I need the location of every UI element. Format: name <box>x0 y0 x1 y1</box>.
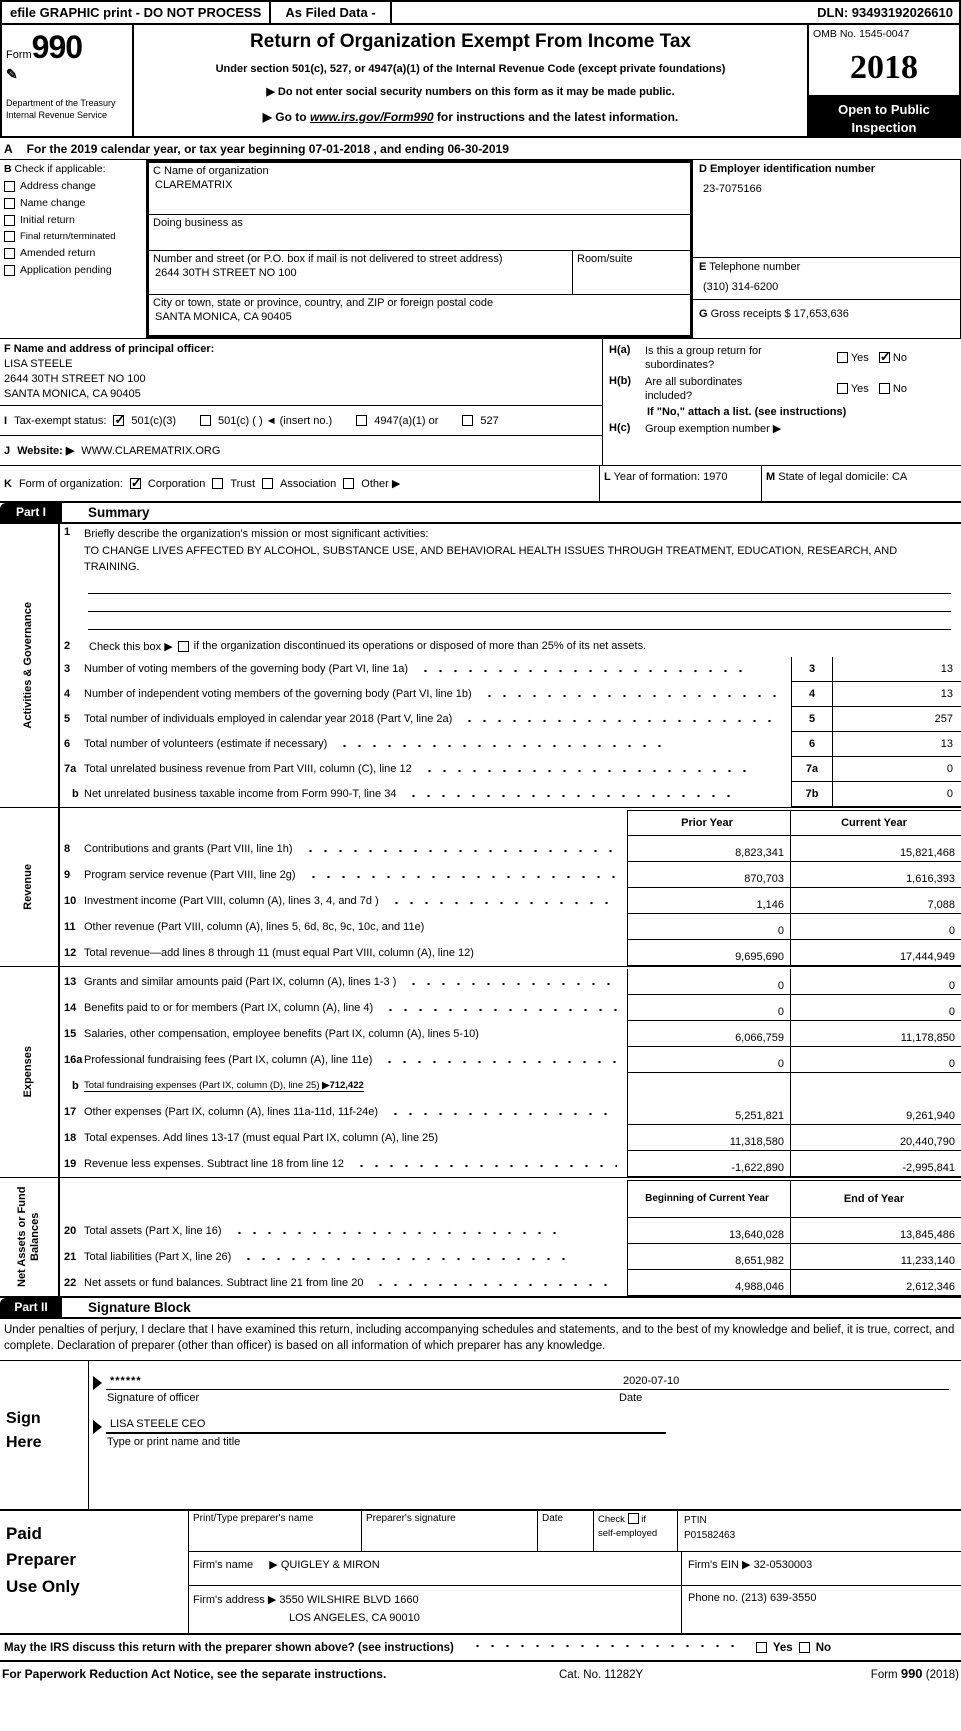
city-value: SANTA MONICA, CA 90405 <box>155 311 292 324</box>
part2-tab: Part II <box>0 1298 62 1317</box>
ein-value: 23-7075166 <box>703 183 762 196</box>
line-18-current: 20,440,790 <box>790 1125 961 1151</box>
hb-no-checkbox[interactable] <box>879 383 890 394</box>
activities-governance-section: Activities & Governance 1 Briefly describe the organization's mission or most significant activities: TO CHANGE LIVES AFFECTED BY ALCOHOL, SUBSTANCE USE, AND BEHAVIORAL HEALTH ISSUES THROUGH TREATMENT, EDUCATION, RESEARCH, AND TRAINING. 2 Check this box ▶ if the organization discontinued its operations or disposed of more than 25% of its net assets. 3 Number of voting members of the governing body (Part VI, line 1a) 3 13 4 Number of independent voting members of the governing body (Part VI, line 1b) 4 13 5 Total number of individuals employed in calendar year 2018 (Part V, line 2a) 5 257 6 Total number of volunteers (estimate if necessary) 6 13 7a Total unrelated business revenue from Part VIII, column (C), line 12 7a 0 b Net unrelated business taxable income from Form 990-T, line 34 7b 0 <box>0 524 961 807</box>
sign-here-block <box>0 1361 961 1511</box>
net-assets-section <box>0 1177 961 1296</box>
other-checkbox[interactable] <box>343 478 354 489</box>
4947a1-checkbox[interactable] <box>356 415 367 426</box>
page-footer <box>0 1662 961 1689</box>
part1-header <box>0 503 961 524</box>
officer-signature-field[interactable]: ****** <box>106 1375 619 1390</box>
self-employed-checkbox[interactable] <box>628 1513 639 1524</box>
address-change-checkbox[interactable] <box>4 181 15 192</box>
line-20-begin: 13,640,028 <box>627 1218 790 1244</box>
line-5-value: 257 <box>833 707 961 732</box>
dot-leader <box>383 1004 617 1015</box>
line-16b-row: b Total fundraising expenses (Part IX, column (D), line 25) ▶712,422 <box>64 1073 961 1099</box>
street-label: Number and street (or P.O. box if mail is not delivered to street address) <box>153 253 503 266</box>
line-18-prior: 11,318,580 <box>627 1125 790 1151</box>
line-7a-value: 0 <box>833 757 961 782</box>
final-return-checkbox[interactable] <box>4 231 15 242</box>
tax-exempt-status-row: I Tax-exempt status: ✓ 501(c)(3) 501(c) ( ) ◄ (insert no.) 4947(a)(1) or 527 <box>0 405 602 435</box>
line-21-end: 11,233,140 <box>790 1244 961 1270</box>
website-label: Website: ▶ <box>17 445 75 458</box>
checkbox-name-change: Name change <box>4 197 144 209</box>
line-11-current: 0 <box>790 914 961 940</box>
page-title: Return of Organization Exempt From Income Tax <box>250 31 691 52</box>
ha-yes-checkbox[interactable] <box>837 352 848 363</box>
signature-arrow-icon <box>93 1376 102 1390</box>
mission-blank-line <box>88 614 951 630</box>
line-7b-row: b Net unrelated business taxable income from Form 990-T, line 34 7b 0 <box>64 782 961 807</box>
revenue-section <box>0 807 961 966</box>
dln-label: DLN: 93493192026610 <box>817 5 953 20</box>
line-20-end: 13,845,486 <box>790 1218 961 1244</box>
efile-label: efile GRAPHIC print - DO NOT PROCESS <box>2 2 271 23</box>
dot-leader <box>482 690 781 701</box>
gross-receipts-label: Gross receipts $ <box>710 308 791 321</box>
dot-leader <box>354 1160 617 1171</box>
line-18-row: 18 Total expenses. Add lines 13-17 (must equal Part IX, column (A), line 25) 11,318,580 20,440,790 <box>64 1125 961 1151</box>
officer-name-title-field[interactable]: LISA STEELE CEO <box>106 1418 666 1434</box>
part2-header <box>0 1296 961 1319</box>
line-15-prior: 6,066,759 <box>627 1021 790 1047</box>
expenses-side-label: Expenses <box>22 1045 35 1098</box>
line-14-prior: 0 <box>627 995 790 1021</box>
dot-leader <box>337 740 667 751</box>
form-title-block <box>134 25 807 136</box>
checkbox-application-pending: Application pending <box>4 264 144 276</box>
dept-irs: Internal Revenue Service <box>6 110 108 121</box>
dot-leader <box>306 871 617 882</box>
name-arrow-icon <box>93 1420 102 1434</box>
firm-name-arrow: ▶ <box>269 1558 278 1571</box>
firm-name-value: QUIGLEY & MIRON <box>280 1558 380 1571</box>
dot-leader <box>388 1108 617 1119</box>
goto-instructions-text: ▶ Go to www.irs.gov/Form990 for instructions and the latest information. <box>262 110 679 124</box>
line-7b-value: 0 <box>833 782 961 807</box>
preparer-phone-value: (213) 639-3550 <box>741 1591 817 1604</box>
phone-cell: Phone no. (213) 639-3550 <box>681 1586 961 1633</box>
paid-preparer-block <box>0 1511 961 1635</box>
end-year-header: End of Year <box>790 1180 961 1218</box>
line-6-value: 13 <box>833 732 961 757</box>
line-14-current: 0 <box>790 995 961 1021</box>
org-form-row <box>0 465 961 503</box>
officer-street: 2644 30TH STREET NO 100 <box>4 372 146 385</box>
mission-value: TO CHANGE LIVES AFFECTED BY ALCOHOL, SUBSTANCE USE, AND BEHAVIORAL HEALTH ISSUES THROUGH TREATMENT, EDUCATION, RESEARCH, AND TRAINING. <box>84 544 898 574</box>
org-info-grid <box>0 159 961 338</box>
year-of-formation: L Year of formation: 1970 <box>599 466 761 501</box>
preparer-name-cell[interactable]: Print/Type preparer's name <box>193 1512 314 1524</box>
perjury-statement: Under penalties of perjury, I declare that I have examined this return, including accompanying schedules and statements, and to the best of my knowledge and belief, it is true, correct, and complete. Declaration of preparer (other than officer) is based on all information of which preparer has any knowledge. <box>0 1319 961 1361</box>
paperwork-notice: For Paperwork Reduction Act Notice, see the separate instructions. <box>2 1667 387 1682</box>
line-20-row: 20 Total assets (Part X, line 16) 13,640,028 13,845,486 <box>64 1218 961 1244</box>
line-11-prior: 0 <box>627 914 790 940</box>
line-21-row: 21 Total liabilities (Part X, line 26) 8,651,982 11,233,140 <box>64 1244 961 1270</box>
hb-note: If "No," attach a list. (see instructions) <box>647 406 847 419</box>
firm-name-cell: Firm's name ▶ QUIGLEY & MIRON <box>193 1558 380 1571</box>
501c-checkbox[interactable] <box>200 415 211 426</box>
section-h-group-return: H(a) Is this a group return for subordinates? Yes ✓ No H(b) Are all subordinates included? Yes No If "No," attach a list. (see instructions) H(c) Group exemption number ▶ <box>603 339 961 465</box>
form-number-block <box>2 25 134 136</box>
section-d-e-g: D Employer identification number 23-7075166 E Telephone number (310) 314-6200 G Gross receipts $ 17,653,636 <box>693 160 961 338</box>
section-c-org-name <box>146 160 693 338</box>
line-13-row: 13 Grants and similar amounts paid (Part IX, column (A), lines 1-3 ) 0 0 <box>64 969 961 995</box>
preparer-date-cell[interactable]: Date <box>537 1511 593 1551</box>
association-checkbox[interactable] <box>262 478 273 489</box>
gross-receipts-value: 17,653,636 <box>793 308 849 321</box>
room-suite-label: Room/suite <box>577 253 633 266</box>
date-caption: Date <box>619 1391 643 1404</box>
beginning-year-header: Beginning of Current Year <box>627 1180 790 1218</box>
firm-city-value: LOS ANGELES, CA 90010 <box>289 1611 420 1624</box>
form-header <box>0 25 961 138</box>
preparer-signature-cell[interactable]: Preparer's signature <box>361 1511 537 1551</box>
dot-leader <box>241 1253 571 1264</box>
line-15-row: 15 Salaries, other compensation, employee benefits (Part IX, column (A), lines 5-10) 6,066,759 11,178,850 <box>64 1021 961 1047</box>
dot-leader <box>470 1640 740 1651</box>
checkbox-address-change: Address change <box>4 180 144 192</box>
dot-leader <box>389 897 617 908</box>
officer-group-row <box>0 338 961 465</box>
revenue-side-label: Revenue <box>22 863 35 910</box>
firm-address-value: 3550 WILSHIRE BLVD 1660 <box>279 1593 419 1606</box>
irs-discuss-row: May the IRS discuss this return with the preparer shown above? (see instructions) Yes No <box>0 1635 961 1662</box>
group-exemption-label: Group exemption number ▶ <box>645 423 782 436</box>
line-17-current: 9,261,940 <box>790 1099 961 1125</box>
fundraising-expenses-label: Total fundraising expenses (Part IX, column (D), line 25) <box>84 1080 323 1092</box>
ssn-warning-text: ▶ Do not enter social security numbers on this form as it may be made public. <box>266 86 675 98</box>
name-change-checkbox[interactable] <box>4 198 15 209</box>
line-13-current: 0 <box>790 969 961 995</box>
trust-checkbox[interactable] <box>212 478 223 489</box>
discontinued-checkbox[interactable] <box>178 641 189 652</box>
year-header-row <box>64 810 961 836</box>
net-assets-side-label: Net Assets or Fund Balances <box>15 1186 41 1287</box>
dot-leader <box>373 1279 617 1290</box>
ein-label: Employer identification number <box>710 163 876 176</box>
form-footer: Form 990 (2018) <box>870 1666 959 1682</box>
self-employed-cell: Check if self-employed <box>593 1511 677 1551</box>
catalog-number: Cat. No. 11282Y <box>559 1669 644 1682</box>
officer-city: SANTA MONICA, CA 90405 <box>4 387 141 400</box>
discuss-no-checkbox[interactable] <box>799 1642 810 1653</box>
irs-discuss-question: May the IRS discuss this return with the preparer shown above? (see instructions) <box>4 1641 454 1654</box>
discontinued-operations-line: 2 Check this box ▶ if the organization discontinued its operations or disposed of more than 25% of its net assets. <box>64 640 647 653</box>
dot-leader <box>382 1056 617 1067</box>
line-8-prior: 8,823,341 <box>627 836 790 862</box>
omb-number: OMB No. 1545-0047 <box>813 28 910 40</box>
officer-name: LISA STEELE <box>4 357 73 370</box>
dot-leader <box>303 845 618 856</box>
dot-leader <box>406 790 736 801</box>
line-12-prior: 9,695,690 <box>627 940 790 966</box>
line-3-row: 3 Number of voting members of the governing body (Part VI, line 1a) 3 13 <box>64 657 961 682</box>
line-21-begin: 8,651,982 <box>627 1244 790 1270</box>
org-name-label: C Name of organization <box>153 165 269 178</box>
as-filed-label: As Filed Data - <box>271 2 391 23</box>
line-22-begin: 4,988,046 <box>627 1270 790 1296</box>
dot-leader <box>232 1227 562 1238</box>
section-f-principal-officer <box>0 339 602 405</box>
form-number: 990 <box>31 29 83 65</box>
line-16a-prior: 0 <box>627 1047 790 1073</box>
line-12-current: 17,444,949 <box>790 940 961 966</box>
activities-side-label: Activities & Governance <box>22 602 35 729</box>
name-title-caption: Type or print name and title <box>107 1435 241 1448</box>
application-pending-checkbox[interactable] <box>4 265 15 276</box>
line-8-current: 15,821,468 <box>790 836 961 862</box>
line-12-row: 12 Total revenue—add lines 8 through 11 (must equal Part VIII, column (A), line 12) 9,695,690 17,444,949 <box>64 940 961 966</box>
dot-leader <box>418 665 748 676</box>
line-10-prior: 1,146 <box>627 888 790 914</box>
line-22-row: 22 Net assets or fund balances. Subtract line 21 from line 20 4,988,046 2,612,346 <box>64 1270 961 1296</box>
line-10-current: 7,088 <box>790 888 961 914</box>
hb-yes-checkbox[interactable] <box>837 383 848 394</box>
form-word: Form <box>6 49 32 61</box>
dba-label: Doing business as <box>153 217 243 230</box>
open-to-public-badge: Open to Public Inspection <box>809 95 959 136</box>
officer-label: F Name and address of principal officer: <box>4 343 215 356</box>
line-7a-row: 7a Total unrelated business revenue from Part VIII, column (C), line 12 7a 0 <box>64 757 961 782</box>
part1-tab: Part I <box>0 503 62 522</box>
line-19-prior: -1,622,890 <box>627 1151 790 1177</box>
state-of-domicile: M State of legal domicile: CA <box>761 466 961 501</box>
line-17-row: 17 Other expenses (Part IX, column (A), lines 11a-11d, 11f-24e) 5,251,821 9,261,940 <box>64 1099 961 1125</box>
line-19-row: 19 Revenue less expenses. Subtract line 18 from line 12 -1,622,890 -2,995,841 <box>64 1151 961 1177</box>
line-4-value: 13 <box>833 682 961 707</box>
room-suite-cell <box>572 251 690 294</box>
pencil-icon: ✎ <box>6 66 18 82</box>
firm-ein-value: 32-0530003 <box>753 1558 813 1571</box>
dot-leader <box>406 978 617 989</box>
line-10-row: 10 Investment income (Part VIII, column (A), lines 3, 4, and 7d ) 1,146 7,088 <box>64 888 961 914</box>
line-a-letter: A <box>4 142 13 157</box>
firm-ein-cell: Firm's EIN ▶ 32-0530003 <box>681 1552 961 1585</box>
tax-year-line: A For the 2019 calendar year, or tax year beginning 07-01-2018 , and ending 06-30-2019 <box>4 142 509 157</box>
corporation-checkbox[interactable] <box>130 478 141 489</box>
line-13-prior: 0 <box>627 969 790 995</box>
line-8-row: 8 Contributions and grants (Part VIII, line 1h) 8,823,341 15,821,468 <box>64 836 961 862</box>
tax-year: 2018 <box>850 49 918 86</box>
dot-leader <box>462 715 781 726</box>
527-checkbox[interactable] <box>462 415 473 426</box>
efile-banner <box>0 0 961 25</box>
section-b-checkboxes: B Check if applicable: Address change Name change Initial return Final return/terminated Amended return Application pending <box>0 160 146 338</box>
checkbox-amended-return: Amended return <box>4 247 144 259</box>
omb-block <box>807 25 959 136</box>
tax-exempt-label: Tax-exempt status: <box>14 414 107 427</box>
signature-caption: Signature of officer <box>107 1391 200 1404</box>
line-5-row: 5 Total number of individuals employed in calendar year 2018 (Part V, line 2a) 5 257 <box>64 707 961 732</box>
line-15-current: 11,178,850 <box>790 1021 961 1047</box>
fundraising-expenses-value: ▶712,422 <box>322 1080 364 1092</box>
checkbox-initial-return: Initial return <box>4 214 144 226</box>
ha-no-checkbox[interactable] <box>879 352 890 363</box>
current-year-header: Current Year <box>790 810 961 836</box>
ptin-cell <box>677 1511 961 1551</box>
signature-date-field[interactable]: 2020-07-10 <box>619 1375 949 1390</box>
expenses-section <box>0 966 961 1177</box>
under-section-text: Under section 501(c), 527, or 4947(a)(1) of the Internal Revenue Code (except private foundations) <box>215 63 726 75</box>
website-value[interactable]: WWW.CLAREMATRIX.ORG <box>81 444 221 457</box>
line-14-row: 14 Benefits paid to or for members (Part IX, column (A), line 4) 0 0 <box>64 995 961 1021</box>
mission-label: Briefly describe the organization's mission or most significant activities: <box>84 528 429 541</box>
line-16a-row: 16a Professional fundraising fees (Part IX, column (A), line 11e) 0 0 <box>64 1047 961 1073</box>
irs-website-link[interactable]: www.irs.gov/Form990 <box>309 110 434 124</box>
line-4-row: 4 Number of independent voting members of the governing body (Part VI, line 1b) 4 13 <box>64 682 961 707</box>
part2-title: Signature Block <box>88 1299 191 1315</box>
ptin-label: PTIN <box>684 1514 707 1526</box>
initial-return-checkbox[interactable] <box>4 215 15 226</box>
mission-blank-line <box>88 578 951 594</box>
line-17-prior: 5,251,821 <box>627 1099 790 1125</box>
line-6-row: 6 Total number of volunteers (estimate if necessary) 6 13 <box>64 732 961 757</box>
phone-label: Telephone number <box>709 261 801 274</box>
sign-here-label: Sign Here <box>6 1409 42 1451</box>
line-3-value: 13 <box>833 657 961 682</box>
dept-treasury: Department of the Treasury <box>6 98 116 108</box>
paid-preparer-label: Paid Preparer Use Only <box>6 1523 80 1596</box>
501c3-checkbox[interactable] <box>113 415 124 426</box>
line-11-row: 11 Other revenue (Part VIII, column (A), lines 5, 6d, 8c, 9c, 10c, and 11e) 0 0 <box>64 914 961 940</box>
line-16a-current: 0 <box>790 1047 961 1073</box>
checkbox-final-return: Final return/terminated <box>4 231 144 242</box>
phone-value: (310) 314-6200 <box>703 281 779 294</box>
discuss-yes-checkbox[interactable] <box>756 1642 767 1653</box>
mission-blank-line <box>88 596 951 612</box>
line-9-current: 1,616,393 <box>790 862 961 888</box>
form-of-organization: K Form of organization: ✓ Corporation Trust Association Other ▶ <box>0 466 599 501</box>
line-22-end: 2,612,346 <box>790 1270 961 1296</box>
ptin-value: P01582463 <box>684 1529 736 1541</box>
part1-title: Summary <box>88 505 150 521</box>
amended-return-checkbox[interactable] <box>4 248 15 259</box>
net-assets-header-row <box>64 1180 961 1218</box>
org-name-value: CLAREMATRIX <box>155 179 233 192</box>
line-9-row: 9 Program service revenue (Part VIII, line 2g) 870,703 1,616,393 <box>64 862 961 888</box>
street-value: 2644 30TH STREET NO 100 <box>155 267 297 280</box>
website-row: J Website: ▶ WWW.CLAREMATRIX.ORG <box>0 435 602 465</box>
prior-year-header: Prior Year <box>627 810 790 836</box>
firm-address-cell: Firm's address ▶ 3550 WILSHIRE BLVD 1660 LOS ANGELES, CA 90010 <box>189 1586 681 1633</box>
line-19-current: -2,995,841 <box>790 1151 961 1177</box>
dot-leader <box>422 765 752 776</box>
line-9-prior: 870,703 <box>627 862 790 888</box>
city-label: City or town, state or province, country, and ZIP or foreign postal code <box>153 297 494 310</box>
